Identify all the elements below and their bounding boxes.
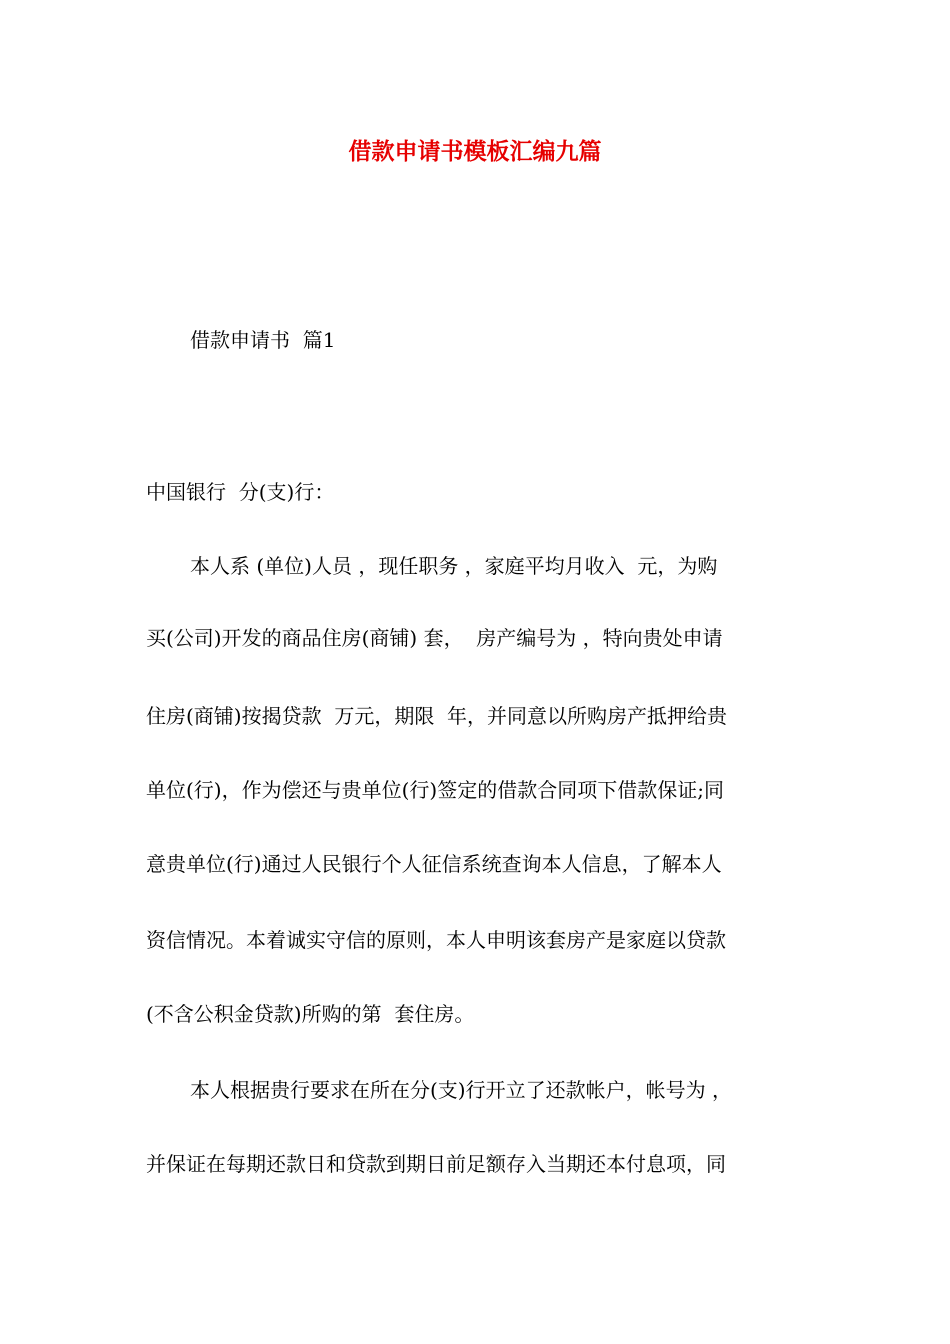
body-line-5: 意贵单位(行)通过人民银行个人征信系统查询本人信息，了解本人 bbox=[146, 852, 722, 876]
section-heading: 借款申请书 篇1 bbox=[190, 328, 336, 352]
body-line-3: 住房(商铺)按揭贷款 万元，期限 年，并同意以所购房产抵押给贵 bbox=[146, 704, 728, 728]
salutation: 中国银行 分(支)行： bbox=[146, 480, 335, 504]
body-line-1: 本人系 (单位)人员 ，现任职务 ，家庭平均月收入 元，为购 bbox=[190, 554, 718, 578]
body-line-9: 并保证在每期还款日和贷款到期日前足额存入当期还本付息项，同 bbox=[146, 1152, 726, 1176]
body-line-8: 本人根据贵行要求在所在分(支)行开立了还款帐户，帐号为 ， bbox=[190, 1078, 732, 1102]
document-title: 借款申请书模板汇编九篇 bbox=[348, 139, 602, 165]
body-line-7: (不含公积金贷款)所购的第 套住房。 bbox=[146, 1002, 475, 1026]
body-line-2: 买(公司)开发的商品住房(商铺) 套， 房产编号为 ，特向贵处申请 bbox=[146, 626, 723, 650]
body-line-4: 单位(行)，作为偿还与贵单位(行)签定的借款合同项下借款保证;同 bbox=[146, 778, 724, 802]
body-line-6: 资信情况。本着诚实守信的原则，本人申明该套房产是家庭以贷款 bbox=[146, 928, 726, 952]
